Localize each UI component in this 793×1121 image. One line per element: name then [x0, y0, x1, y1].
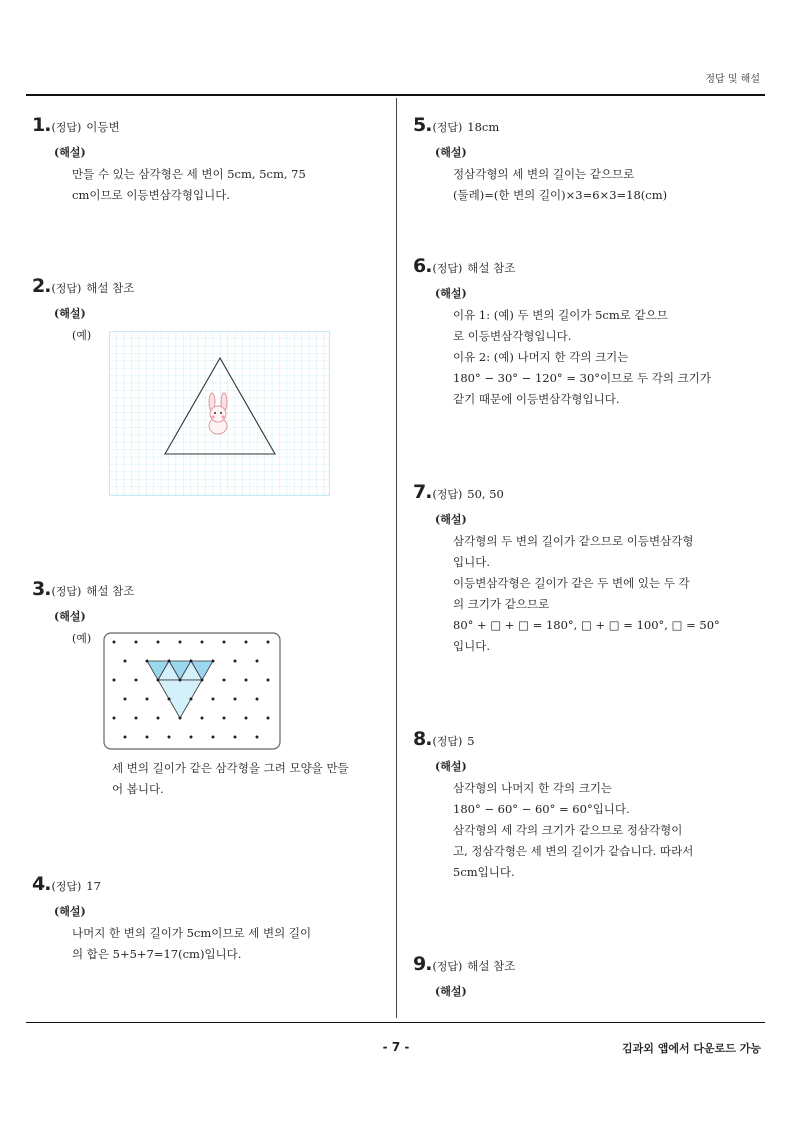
question-number: 8. [413, 728, 432, 750]
grid-dot [190, 698, 193, 701]
grid-dot [179, 717, 182, 720]
answer-text: 해설 참조 [467, 959, 516, 973]
grid-dot [157, 641, 160, 644]
solution-line: 삼각형의 나머지 한 각의 크기는 [453, 781, 613, 795]
grid-dot [256, 736, 259, 739]
question-1 [32, 114, 376, 206]
answer-text: 17 [86, 879, 101, 893]
solution-line: 의 크기가 같으므로 [453, 597, 550, 611]
example-label: (예) [72, 329, 92, 342]
grid-dot [256, 660, 259, 663]
grid-dot [157, 717, 160, 720]
solution-line: 5cm입니다. [453, 865, 515, 879]
solution-line: 같기 때문에 이등변삼각형입니다. [453, 392, 620, 406]
solution-line: 로 이등변삼각형입니다. [453, 329, 572, 343]
answer-tag: (정답) [51, 880, 82, 893]
grid-dot [113, 717, 116, 720]
header-label: 정답 및 해설 [705, 74, 760, 85]
grid-dot [223, 717, 226, 720]
solution-text [112, 758, 416, 800]
grid-dot [212, 660, 215, 663]
grid-dot [223, 641, 226, 644]
solution-label: (해설) [435, 760, 467, 773]
question-number: 7. [413, 481, 432, 503]
solution-line: 세 변의 길이가 같은 삼각형을 그려 모양을 만들 [112, 761, 349, 775]
answer-tag: (정답) [432, 960, 463, 973]
grid-dot [201, 717, 204, 720]
grid-dot [113, 641, 116, 644]
solution-line: 만들 수 있는 삼각형은 세 변이 5cm, 5cm, 75 [72, 167, 306, 181]
solution-label: (해설) [435, 287, 467, 300]
grid-triangle-figure [109, 331, 331, 497]
answer-tag: (정답) [51, 121, 82, 134]
grid-dot [157, 679, 160, 682]
solution-line: cm이므로 이등변삼각형입니다. [72, 188, 230, 202]
grid-dot [146, 660, 149, 663]
page-number: - 7 - [382, 1040, 410, 1054]
solution-line: 80° + □ + □ = 180°, □ + □ = 100°, □ = 50° [453, 618, 720, 632]
header-rule [26, 94, 765, 96]
grid-dot [267, 679, 270, 682]
footer-brand: 김과외 앱에서 다운로드 가능 [622, 1042, 761, 1055]
grid-dot [179, 679, 182, 682]
answer-text: 5 [467, 734, 475, 748]
dot-triangle-figure [103, 632, 281, 750]
grid-dot [201, 679, 204, 682]
grid-dot [146, 698, 149, 701]
solution-label: (해설) [435, 985, 467, 998]
solution-line: 입니다. [453, 639, 490, 653]
grid-dot [267, 717, 270, 720]
solution-line: 이등변삼각형은 길이가 같은 두 변에 있는 두 각 [453, 576, 690, 590]
grid-dot [212, 698, 215, 701]
example-label: (예) [72, 632, 92, 645]
grid-dot [135, 641, 138, 644]
solution-line: 삼각형의 세 각의 크기가 같으므로 정삼각형이 [453, 823, 683, 837]
solution-line: 나머지 한 변의 길이가 5cm이므로 세 변의 길이 [72, 926, 312, 940]
footer-rule [26, 1022, 765, 1023]
grid-dot [124, 660, 127, 663]
question-number: 2. [32, 275, 51, 297]
column-divider [396, 98, 397, 1018]
solution-line: 180° − 60° − 60° = 60°입니다. [453, 802, 630, 816]
grid-dot [245, 717, 248, 720]
question-5 [413, 114, 753, 206]
grid-dot [124, 698, 127, 701]
grid-dot [168, 660, 171, 663]
solution-label: (해설) [54, 146, 86, 159]
grid-dot [190, 660, 193, 663]
grid-dot [212, 736, 215, 739]
question-7 [413, 481, 753, 657]
solution-line: 고, 정삼각형은 세 변의 길이가 같습니다. 따라서 [453, 844, 694, 858]
question-9 [413, 953, 515, 1003]
grid-dot [168, 698, 171, 701]
answer-tag: (정답) [432, 262, 463, 275]
solution-line: 입니다. [453, 555, 490, 569]
question-8 [413, 728, 753, 883]
solution-text [453, 164, 753, 206]
answer-text: 이등변 [86, 120, 120, 134]
solution-line: 이유 2: (예) 나머지 한 각의 크기는 [453, 350, 629, 364]
grid-dot [124, 736, 127, 739]
question-number: 5. [413, 114, 432, 136]
question-6 [413, 255, 753, 410]
grid-dot [256, 698, 259, 701]
answer-tag: (정답) [432, 735, 463, 748]
question-4 [32, 873, 376, 965]
solution-text [453, 778, 753, 883]
solution-text [72, 164, 376, 206]
grid-dot [179, 641, 182, 644]
grid-dot [245, 679, 248, 682]
solution-label: (해설) [54, 610, 86, 623]
answer-tag: (정답) [432, 488, 463, 501]
solution-text [72, 923, 376, 965]
grid-dot [201, 641, 204, 644]
solution-line: 이유 1: (예) 두 변의 길이가 5cm로 같으므 [453, 308, 668, 322]
solution-text [453, 305, 753, 410]
grid-dot [223, 679, 226, 682]
solution-line: 어 봅니다. [112, 782, 164, 796]
answer-tag: (정답) [51, 585, 82, 598]
answer-text: 50, 50 [467, 487, 504, 501]
question-number: 1. [32, 114, 51, 136]
grid-dot [113, 679, 116, 682]
answer-text: 해설 참조 [467, 261, 516, 275]
question-number: 4. [32, 873, 51, 895]
grid-dot [135, 717, 138, 720]
solution-label: (해설) [54, 307, 86, 320]
answer-text: 해설 참조 [86, 584, 135, 598]
question-number: 6. [413, 255, 432, 277]
answer-text: 해설 참조 [86, 281, 135, 295]
solution-label: (해설) [435, 513, 467, 526]
solution-line: (둘레)=(한 변의 길이)×3=6×3=18(cm) [453, 188, 668, 202]
solution-line: 의 합은 5+5+7=17(cm)입니다. [72, 947, 242, 961]
grid-dot [234, 660, 237, 663]
solution-line: 정삼각형의 세 변의 길이는 같으므로 [453, 167, 635, 181]
answer-text: 18cm [467, 120, 500, 134]
grid-dot [234, 736, 237, 739]
grid-dot [146, 736, 149, 739]
question-number: 9. [413, 953, 432, 975]
grid-dot [135, 679, 138, 682]
solution-text [453, 531, 753, 657]
solution-line: 180° − 30° − 120° = 30°이므로 두 각의 크기가 [453, 371, 711, 385]
answer-tag: (정답) [432, 121, 463, 134]
grid-dot [267, 641, 270, 644]
grid-dot [168, 736, 171, 739]
question-number: 3. [32, 578, 51, 600]
grid-dot [234, 698, 237, 701]
solution-label: (해설) [54, 905, 86, 918]
solution-label: (해설) [435, 146, 467, 159]
grid-dot [245, 641, 248, 644]
solution-line: 삼각형의 두 변의 길이가 같으므로 이등변삼각형 [453, 534, 694, 548]
answer-tag: (정답) [51, 282, 82, 295]
grid-dot [190, 736, 193, 739]
